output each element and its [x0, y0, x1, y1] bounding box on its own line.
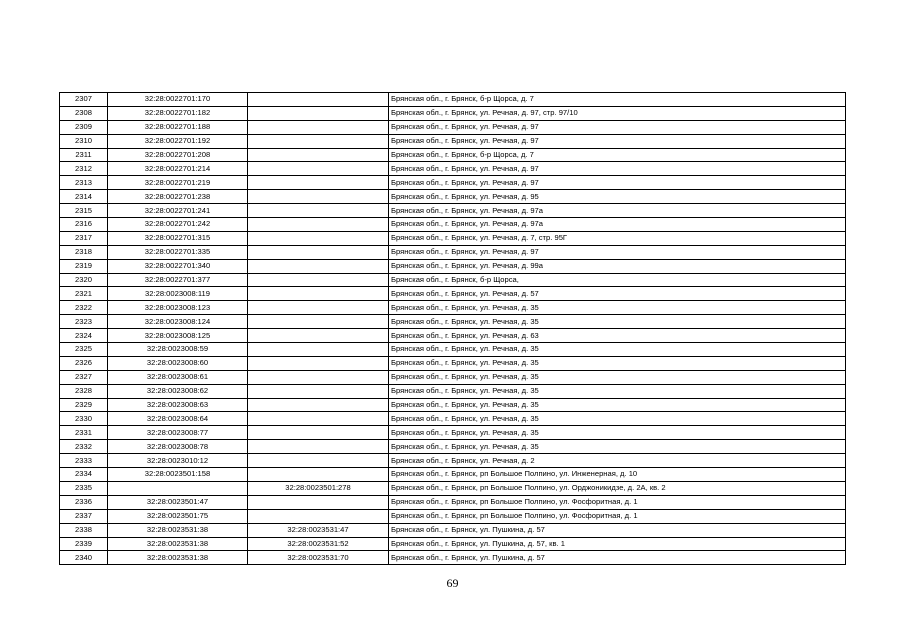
table-row: [60, 245, 846, 259]
address-cell: Брянская обл., г. Брянск, рп Большое Полпино, ул. Инженерная, д. 10: [389, 468, 846, 482]
table-row: [60, 162, 846, 176]
address-cell: Брянская обл., г. Брянск, ул. Речная, д. 97: [389, 134, 846, 148]
table-row: [60, 398, 846, 412]
table-row: [60, 134, 846, 148]
parcel-number-cell: 32:28:0022701:242: [108, 218, 248, 232]
address-cell: Брянская обл., г. Брянск, ул. Речная, д. 35: [389, 301, 846, 315]
address-cell: Брянская обл., г. Брянск, ул. Речная, д. 57: [389, 287, 846, 301]
building-number-cell: [248, 176, 389, 190]
parcel-number-cell: 32:28:0022701:315: [108, 231, 248, 245]
row-number-cell: 2318: [60, 245, 108, 259]
address-cell: Брянская обл., г. Брянск, ул. Речная, д. 35: [389, 356, 846, 370]
table-row: [60, 384, 846, 398]
building-number-cell: [248, 343, 389, 357]
building-number-cell: [248, 231, 389, 245]
parcel-number-cell: 32:28:0023008:125: [108, 329, 248, 343]
address-cell: Брянская обл., г. Брянск, ул. Речная, д. 35: [389, 412, 846, 426]
building-number-cell: [248, 273, 389, 287]
table-row: [60, 537, 846, 551]
row-number-cell: 2319: [60, 259, 108, 273]
row-number-cell: 2330: [60, 412, 108, 426]
address-cell: Брянская обл., г. Брянск, ул. Речная, д. 97а: [389, 204, 846, 218]
row-number-cell: 2320: [60, 273, 108, 287]
address-cell: Брянская обл., г. Брянск, ул. Речная, д. 35: [389, 440, 846, 454]
row-number-cell: 2311: [60, 148, 108, 162]
parcel-number-cell: 32:28:0022701:219: [108, 176, 248, 190]
table-row: [60, 454, 846, 468]
address-cell: Брянская обл., г. Брянск, рп Большое Полпино, ул. Фосфоритная, д. 1: [389, 495, 846, 509]
parcel-number-cell: 32:28:0023531:38: [108, 523, 248, 537]
row-number-cell: 2313: [60, 176, 108, 190]
row-number-cell: 2334: [60, 468, 108, 482]
row-number-cell: 2317: [60, 231, 108, 245]
table-row: [60, 315, 846, 329]
table-row: [60, 370, 846, 384]
row-number-cell: 2315: [60, 204, 108, 218]
table-row: [60, 481, 846, 495]
table-row: [60, 301, 846, 315]
row-number-cell: 2323: [60, 315, 108, 329]
building-number-cell: [248, 509, 389, 523]
building-number-cell: [248, 440, 389, 454]
row-number-cell: 2331: [60, 426, 108, 440]
parcel-number-cell: 32:28:0023501:158: [108, 468, 248, 482]
table-row: [60, 218, 846, 232]
building-number-cell: [248, 259, 389, 273]
row-number-cell: 2329: [60, 398, 108, 412]
building-number-cell: [248, 495, 389, 509]
building-number-cell: [248, 120, 389, 134]
parcel-number-cell: 32:28:0023008:124: [108, 315, 248, 329]
address-cell: Брянская обл., г. Брянск, б-р Щорса, д. 7: [389, 148, 846, 162]
building-number-cell: 32:28:0023501:278: [248, 481, 389, 495]
address-cell: Брянская обл., г. Брянск, ул. Речная, д. 63: [389, 329, 846, 343]
parcel-number-cell: 32:28:0022701:170: [108, 93, 248, 107]
address-cell: Брянская обл., г. Брянск, ул. Речная, д. 97а: [389, 218, 846, 232]
table-row: [60, 551, 846, 565]
row-number-cell: 2340: [60, 551, 108, 565]
parcel-number-cell: [108, 481, 248, 495]
building-number-cell: [248, 93, 389, 107]
parcel-number-cell: 32:28:0023531:38: [108, 551, 248, 565]
address-cell: Брянская обл., г. Брянск, б-р Щорса,: [389, 273, 846, 287]
row-number-cell: 2312: [60, 162, 108, 176]
building-number-cell: [248, 329, 389, 343]
table-row: [60, 148, 846, 162]
parcel-number-cell: 32:28:0023008:63: [108, 398, 248, 412]
table-row: [60, 176, 846, 190]
row-number-cell: 2308: [60, 106, 108, 120]
parcel-number-cell: 32:28:0022701:192: [108, 134, 248, 148]
parcel-number-cell: 32:28:0022701:241: [108, 204, 248, 218]
address-cell: Брянская обл., г. Брянск, рп Большое Полпино, ул. Фосфоритная, д. 1: [389, 509, 846, 523]
building-number-cell: [248, 245, 389, 259]
address-cell: Брянская обл., г. Брянск, ул. Речная, д. 35: [389, 398, 846, 412]
building-number-cell: 32:28:0023531:52: [248, 537, 389, 551]
row-number-cell: 2316: [60, 218, 108, 232]
building-number-cell: [248, 162, 389, 176]
parcel-number-cell: 32:28:0023531:38: [108, 537, 248, 551]
row-number-cell: 2328: [60, 384, 108, 398]
parcel-number-cell: 32:28:0023008:62: [108, 384, 248, 398]
parcel-number-cell: 32:28:0023008:77: [108, 426, 248, 440]
table-row: [60, 231, 846, 245]
row-number-cell: 2333: [60, 454, 108, 468]
building-number-cell: [248, 454, 389, 468]
table-row: [60, 204, 846, 218]
table-row: [60, 287, 846, 301]
parcel-number-cell: 32:28:0023501:47: [108, 495, 248, 509]
parcel-number-cell: 32:28:0022701:377: [108, 273, 248, 287]
parcel-number-cell: 32:28:0023008:123: [108, 301, 248, 315]
building-number-cell: [248, 287, 389, 301]
address-cell: Брянская обл., г. Брянск, ул. Речная, д. 35: [389, 384, 846, 398]
building-number-cell: [248, 148, 389, 162]
parcel-number-cell: 32:28:0022701:214: [108, 162, 248, 176]
address-cell: Брянская обл., г. Брянск, б-р Щорса, д. 7: [389, 93, 846, 107]
table-body: [60, 93, 846, 565]
parcel-number-cell: 32:28:0023008:64: [108, 412, 248, 426]
address-cell: Брянская обл., г. Брянск, ул. Речная, д. 97, стр. 97/10: [389, 106, 846, 120]
row-number-cell: 2338: [60, 523, 108, 537]
table-row: [60, 120, 846, 134]
address-cell: Брянская обл., г. Брянск, ул. Речная, д. 97: [389, 245, 846, 259]
table-row: [60, 273, 846, 287]
address-cell: Брянская обл., г. Брянск, рп Большое Полпино, ул. Орджоникидзе, д. 2А, кв. 2: [389, 481, 846, 495]
address-cell: Брянская обл., г. Брянск, ул. Пушкина, д. 57, кв. 1: [389, 537, 846, 551]
address-cell: Брянская обл., г. Брянск, ул. Речная, д. 95: [389, 190, 846, 204]
building-number-cell: [248, 190, 389, 204]
row-number-cell: 2307: [60, 93, 108, 107]
parcel-number-cell: 32:28:0022701:188: [108, 120, 248, 134]
row-number-cell: 2339: [60, 537, 108, 551]
address-cell: Брянская обл., г. Брянск, ул. Речная, д. 97: [389, 176, 846, 190]
row-number-cell: 2336: [60, 495, 108, 509]
row-number-cell: 2324: [60, 329, 108, 343]
building-number-cell: [248, 106, 389, 120]
parcel-number-cell: 32:28:0022701:340: [108, 259, 248, 273]
parcel-number-cell: 32:28:0022701:208: [108, 148, 248, 162]
table-row: [60, 93, 846, 107]
table-row: [60, 343, 846, 357]
building-number-cell: [248, 398, 389, 412]
address-cell: Брянская обл., г. Брянск, ул. Пушкина, д. 57: [389, 523, 846, 537]
parcel-number-cell: 32:28:0023008:61: [108, 370, 248, 384]
table-row: [60, 190, 846, 204]
table-row: [60, 329, 846, 343]
building-number-cell: [248, 301, 389, 315]
building-number-cell: [248, 426, 389, 440]
table-row: [60, 426, 846, 440]
row-number-cell: 2337: [60, 509, 108, 523]
parcel-number-cell: 32:28:0023008:59: [108, 343, 248, 357]
table-row: [60, 259, 846, 273]
building-number-cell: [248, 218, 389, 232]
row-number-cell: 2326: [60, 356, 108, 370]
building-number-cell: [248, 468, 389, 482]
table-row: [60, 356, 846, 370]
parcel-number-cell: 32:28:0023501:75: [108, 509, 248, 523]
row-number-cell: 2322: [60, 301, 108, 315]
parcel-number-cell: 32:28:0023008:78: [108, 440, 248, 454]
table-row: [60, 468, 846, 482]
table-row: [60, 106, 846, 120]
table-row: [60, 440, 846, 454]
address-cell: Брянская обл., г. Брянск, ул. Речная, д. 97: [389, 162, 846, 176]
building-number-cell: 32:28:0023531:70: [248, 551, 389, 565]
table-row: [60, 495, 846, 509]
building-number-cell: [248, 315, 389, 329]
parcel-number-cell: 32:28:0022701:335: [108, 245, 248, 259]
parcel-number-cell: 32:28:0023008:60: [108, 356, 248, 370]
row-number-cell: 2314: [60, 190, 108, 204]
address-cell: Брянская обл., г. Брянск, ул. Речная, д. 99а: [389, 259, 846, 273]
building-number-cell: 32:28:0023531:47: [248, 523, 389, 537]
parcel-number-cell: 32:28:0023010:12: [108, 454, 248, 468]
building-number-cell: [248, 384, 389, 398]
cadastral-table: [59, 92, 846, 565]
address-cell: Брянская обл., г. Брянск, ул. Речная, д. 35: [389, 370, 846, 384]
row-number-cell: 2327: [60, 370, 108, 384]
row-number-cell: 2321: [60, 287, 108, 301]
table-row: [60, 412, 846, 426]
building-number-cell: [248, 204, 389, 218]
address-cell: Брянская обл., г. Брянск, ул. Речная, д. 2: [389, 454, 846, 468]
building-number-cell: [248, 370, 389, 384]
row-number-cell: 2335: [60, 481, 108, 495]
row-number-cell: 2325: [60, 343, 108, 357]
parcel-number-cell: 32:28:0022701:182: [108, 106, 248, 120]
row-number-cell: 2309: [60, 120, 108, 134]
building-number-cell: [248, 356, 389, 370]
page-number: 69: [446, 576, 459, 590]
table-row: [60, 509, 846, 523]
address-cell: Брянская обл., г. Брянск, ул. Речная, д. 7, стр. 95Г: [389, 231, 846, 245]
building-number-cell: [248, 134, 389, 148]
parcel-number-cell: 32:28:0022701:238: [108, 190, 248, 204]
address-cell: Брянская обл., г. Брянск, ул. Речная, д. 35: [389, 426, 846, 440]
address-cell: Брянская обл., г. Брянск, ул. Речная, д. 35: [389, 343, 846, 357]
address-cell: Брянская обл., г. Брянск, ул. Пушкина, д. 57: [389, 551, 846, 565]
row-number-cell: 2332: [60, 440, 108, 454]
row-number-cell: 2310: [60, 134, 108, 148]
parcel-number-cell: 32:28:0023008:119: [108, 287, 248, 301]
building-number-cell: [248, 412, 389, 426]
address-cell: Брянская обл., г. Брянск, ул. Речная, д. 35: [389, 315, 846, 329]
table-row: [60, 523, 846, 537]
address-cell: Брянская обл., г. Брянск, ул. Речная, д. 97: [389, 120, 846, 134]
